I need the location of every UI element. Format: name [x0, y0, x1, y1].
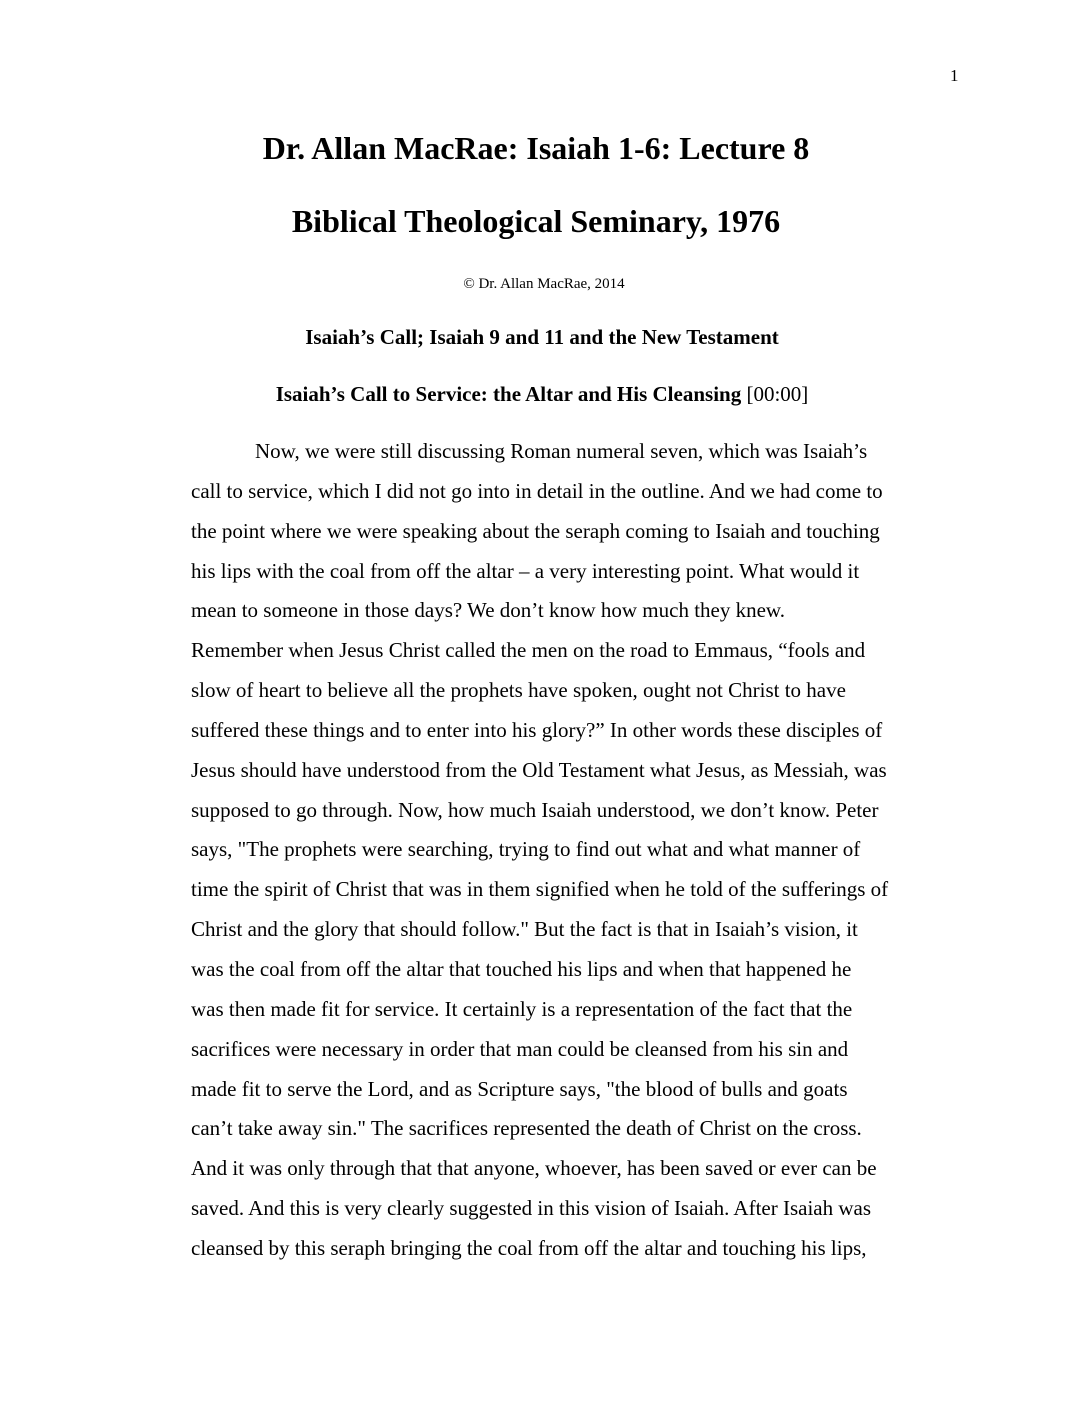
body-line: says, "The prophets were searching, trying to find out what and what manner of: [191, 837, 861, 862]
body-line: suffered these things and to enter into his glory?” In other words these disciples of: [191, 717, 883, 742]
body-line: time the spirit of Christ that was in them signified when he told of the sufferings of: [191, 877, 889, 902]
body-line: And it was only through that that anyone, whoever, has been saved or ever can be: [191, 1156, 877, 1181]
body-text: [191, 432, 971, 1269]
body-line: sacrifices were necessary in order that man could be cleansed from his sin and: [191, 1036, 849, 1061]
body-line: can’t take away sin." The sacrifices represented the death of Christ on the cross.: [191, 1116, 862, 1141]
document-title: Dr. Allan MacRae: Isaiah 1-6: Lecture 8: [262, 130, 810, 166]
document-subtitle-institution: Biblical Theological Seminary, 1976: [291, 203, 781, 239]
body-line: made fit to serve the Lord, and as Scripture says, "the blood of bulls and goats: [191, 1076, 848, 1101]
body-line: the point where we were speaking about the seraph coming to Isaiah and touching: [191, 518, 880, 543]
body-line: mean to someone in those days? We don’t know how much they knew.: [191, 598, 785, 623]
body-line: Christ and the glory that should follow." But the fact is that in Isaiah’s vision, it: [191, 917, 858, 942]
body-line: cleansed by this seraph bringing the coal from off the altar and touching his lips,: [191, 1235, 867, 1260]
section-heading-text: Isaiah’s Call to Service: the Altar and His Cleansing: [275, 382, 742, 406]
body-line: supposed to go through. Now, how much Isaiah understood, we don’t know. Peter: [191, 797, 879, 822]
body-line: Remember when Jesus Christ called the men on the road to Emmaus, “fools and: [191, 638, 866, 663]
body-line: saved. And this is very clearly suggested in this vision of Isaiah. After Isaiah was: [191, 1196, 872, 1221]
body-line: Jesus should have understood from the Old Testament what Jesus, as Messiah, was: [191, 757, 887, 782]
body-line: slow of heart to believe all the prophets have spoken, ought not Christ to have: [191, 678, 846, 703]
body-line: his lips with the coal from off the altar – a very interesting point. What would it: [191, 558, 860, 583]
page-number: 1: [950, 66, 959, 85]
body-line: Now, we were still discussing Roman numeral seven, which was Isaiah’s: [255, 439, 868, 463]
section-timestamp: [00:00]: [746, 382, 809, 406]
section-heading: [0, 380, 1084, 408]
copyright-notice: © Dr. Allan MacRae, 2014: [463, 276, 625, 292]
body-line: call to service, which I did not go into in detail in the outline. And we had come to: [191, 478, 883, 503]
body-line: was then made fit for service. It certainly is a representation of the fact that the: [191, 996, 853, 1021]
lecture-topic-heading: Isaiah’s Call; Isaiah 9 and 11 and the New Testament: [305, 325, 779, 349]
body-line: was the coal from off the altar that touched his lips and when that happened he: [191, 956, 852, 981]
